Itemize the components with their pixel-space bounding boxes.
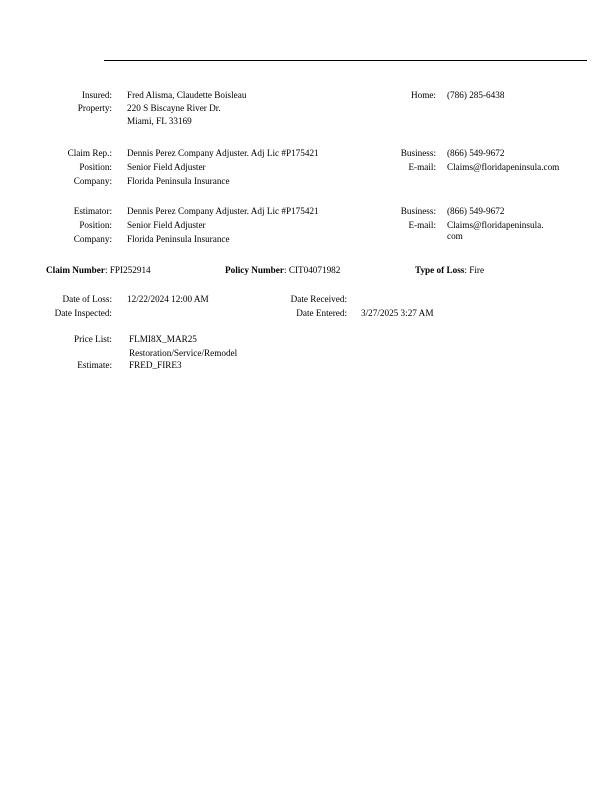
price-list: FLMI8X_MAR25 <box>129 334 197 344</box>
home-label: Home: <box>410 90 436 100</box>
claim-rep-name: Dennis Perez Company Adjuster. Adj Lic #P175421 <box>127 148 319 158</box>
type-of-loss: Fire <box>469 265 485 275</box>
claim-rep-position: Senior Field Adjuster <box>127 162 206 172</box>
estimator-label: Estimator: <box>73 206 112 216</box>
date-received-label: Date Received: <box>290 294 347 304</box>
type-of-loss-label: Type of Loss <box>415 265 465 275</box>
claim-number: FPI252914 <box>109 265 151 275</box>
price-list-label: Price List: <box>73 334 112 344</box>
type-of-loss-field: Type of Loss: Fire <box>415 265 485 275</box>
property-label: Property: <box>77 103 112 113</box>
claim-rep-position-label: Position: <box>79 162 112 172</box>
estimator-business-phone: (866) 549-9672 <box>447 206 505 216</box>
claim-rep-email-label: E-mail: <box>408 162 436 172</box>
estimate-label: Estimate: <box>77 360 112 370</box>
claim-number-field: Claim Number: FPI252914 <box>46 265 151 275</box>
claim-rep-company-label: Company: <box>73 176 112 186</box>
date-of-loss: 12/22/2024 12:00 AM <box>127 294 209 304</box>
estimate-name: FRED_FIRE3 <box>129 360 182 370</box>
claim-number-label: Claim Number <box>46 265 105 275</box>
estimator-company: Florida Peninsula Insurance <box>127 234 230 244</box>
estimator-name: Dennis Perez Company Adjuster. Adj Lic #P175421 <box>127 206 319 216</box>
claim-rep-label: Claim Rep.: <box>67 148 112 158</box>
claim-rep-business-phone: (866) 549-9672 <box>447 148 505 158</box>
policy-number-label: Policy Number <box>225 265 284 275</box>
date-entered-label: Date Entered: <box>296 308 347 318</box>
header-rule <box>104 60 587 61</box>
claim-rep-email: Claims@floridapeninsula.com <box>447 162 560 172</box>
property-address-line2: Miami, FL 33169 <box>127 116 192 126</box>
date-entered: 3/27/2025 3:27 AM <box>361 308 434 318</box>
estimator-business-label: Business: <box>400 206 436 216</box>
claim-rep-company: Florida Peninsula Insurance <box>127 176 230 186</box>
estimator-email-line1: Claims@floridapeninsula. <box>447 220 544 230</box>
home-phone: (786) 285-6438 <box>447 90 505 100</box>
insured-label: Insured: <box>81 90 112 100</box>
estimator-position: Senior Field Adjuster <box>127 220 206 230</box>
insured-name: Fred Alisma, Claudette Boisleau <box>127 90 247 100</box>
policy-number: CIT04071982 <box>288 265 341 275</box>
policy-number-field: Policy Number: CIT04071982 <box>225 265 341 275</box>
estimator-email-label: E-mail: <box>408 220 436 230</box>
estimator-email-line2: com <box>447 231 463 241</box>
date-of-loss-label: Date of Loss: <box>62 294 112 304</box>
claim-rep-business-label: Business: <box>400 148 436 158</box>
price-list-description: Restoration/Service/Remodel <box>129 348 238 358</box>
property-address-line1: 220 S Biscayne River Dr. <box>127 103 221 113</box>
estimator-position-label: Position: <box>79 220 112 230</box>
estimator-company-label: Company: <box>73 234 112 244</box>
date-inspected-label: Date Inspected: <box>54 308 112 318</box>
